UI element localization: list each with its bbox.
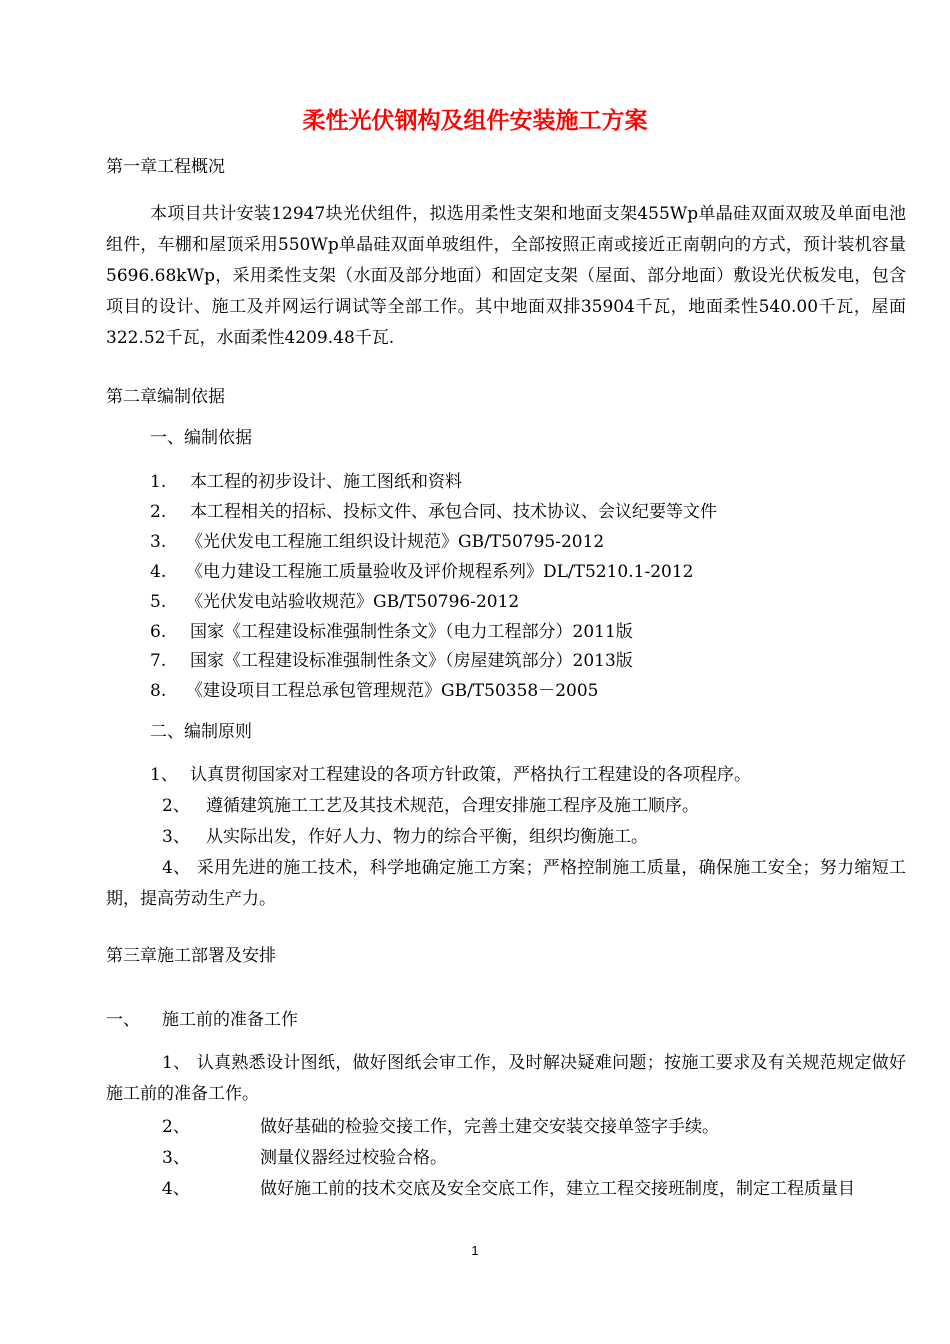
- page-number: 1: [471, 1243, 479, 1258]
- section-number: 一、: [106, 1010, 140, 1030]
- list-item-text: 《电力建设工程施工质量验收及评价规程系列》DL/T5210.1-2012: [186, 562, 694, 582]
- chapter2-heading: 第二章编制依据: [106, 387, 225, 407]
- list-item-text: 测量仪器经过校验合格。: [260, 1148, 447, 1168]
- list-item: [162, 1145, 447, 1171]
- list-item: [150, 529, 604, 555]
- chapter1-body: 本项目共计安装12947块光伏组件，拟选用柔性支架和地面支架455Wp单晶硅双面双玻及单面电池组件，车棚和屋顶采用550Wp单晶硅双面单玻组件，全部按照正南或接近正南朝向的方式，预计装机容量5696.68kWp，采用柔性支架（水面及部分地面）和固定支架（屋面、部分地面）敷设光伏板发电，包含项目的设计、施工及并网运行调试等全部工作。其中地面双排35904千瓦，地面柔性540.00千瓦，屋面322.52千瓦，水面柔性4209.48千瓦.: [106, 204, 906, 348]
- list-item-number: 4、: [162, 1179, 190, 1199]
- list-item-text: 遵循建筑施工工艺及其技术规范，合理安排施工程序及施工顺序。: [206, 796, 699, 816]
- list-item-number: 8.: [150, 681, 167, 701]
- document-title: 柔性光伏钢构及组件安装施工方案: [302, 108, 648, 134]
- list-item-text: 本工程的初步设计、施工图纸和资料: [190, 472, 462, 492]
- list-item-text: 认真熟悉设计图纸，做好图纸会审工作，及时解决疑难问题；按施工要求及有关规范规定做好施工前的准备工作。: [106, 1053, 906, 1104]
- list-item-text: 本工程相关的招标、投标文件、承包合同、技术协议、会议纪要等文件: [190, 502, 717, 522]
- list-item-text: 做好基础的检验交接工作，完善土建交安装交接单签字手续。: [260, 1117, 719, 1137]
- list-item-text: 《光伏发电站验收规范》GB/T50796-2012: [186, 592, 520, 612]
- list-item-text: 《光伏发电工程施工组织设计规范》GB/T50795-2012: [186, 532, 605, 552]
- list-item: [150, 678, 598, 704]
- chapter3-heading: 第三章施工部署及安排: [106, 946, 276, 966]
- list-item-number: 4.: [150, 562, 167, 582]
- list-item-text: 采用先进的施工技术，科学地确定施工方案；严格控制施工质量，确保施工安全；努力缩短工期，提高劳动生产力。: [106, 858, 906, 909]
- section-heading-preparation: [106, 1007, 298, 1033]
- list-item-number: 1、: [150, 765, 178, 785]
- list-item-text: 从实际出发，作好人力、物力的综合平衡，组织均衡施工。: [206, 827, 648, 847]
- list-item-text: 认真贯彻国家对工程建设的各项方针政策，严格执行工程建设的各项程序。: [190, 765, 751, 785]
- list-item-number: 3、: [162, 1148, 190, 1168]
- list-item-number: 4、: [162, 858, 191, 878]
- list-item: [106, 1174, 906, 1205]
- list-item-number: 3、: [162, 827, 190, 847]
- list-item: [150, 648, 633, 674]
- list-item-number: 2、: [162, 1117, 190, 1137]
- list-item-text: 《建设项目工程总承包管理规范》GB/T50358－2005: [186, 681, 599, 701]
- section-title: 施工前的准备工作: [162, 1010, 298, 1030]
- list-item-number: 6.: [150, 622, 167, 642]
- list-item: [106, 853, 906, 915]
- list-item-number: 2.: [150, 502, 167, 522]
- list-item-number: 1、: [162, 1053, 191, 1073]
- list-item-number: 1.: [150, 472, 167, 492]
- section-heading-basis: 一、编制依据: [150, 428, 252, 448]
- list-item-text: 做好施工前的技术交底及安全交底工作，建立工程交接班制度，制定工程质量目: [260, 1179, 855, 1199]
- list-item-text: 国家《工程建设标准强制性条文》（电力工程部分）2011版: [190, 622, 633, 642]
- list-item-number: 3.: [150, 532, 167, 552]
- list-item: [150, 499, 717, 525]
- list-item-number: 5.: [150, 592, 167, 612]
- list-item: [106, 1048, 906, 1110]
- list-item: [162, 824, 648, 850]
- list-item: [162, 1114, 719, 1140]
- list-item: [150, 619, 633, 645]
- list-item-text: 国家《工程建设标准强制性条文》（房屋建筑部分）2013版: [190, 651, 633, 671]
- list-item: [150, 762, 751, 788]
- list-item: [150, 559, 693, 585]
- list-item: [150, 589, 519, 615]
- chapter1-heading: 第一章工程概况: [106, 157, 225, 177]
- list-item: [162, 793, 699, 819]
- list-item-number: 2、: [162, 796, 190, 816]
- list-item: [150, 469, 462, 495]
- section-heading-principles: 二、编制原则: [150, 722, 252, 742]
- list-item-number: 7.: [150, 651, 167, 671]
